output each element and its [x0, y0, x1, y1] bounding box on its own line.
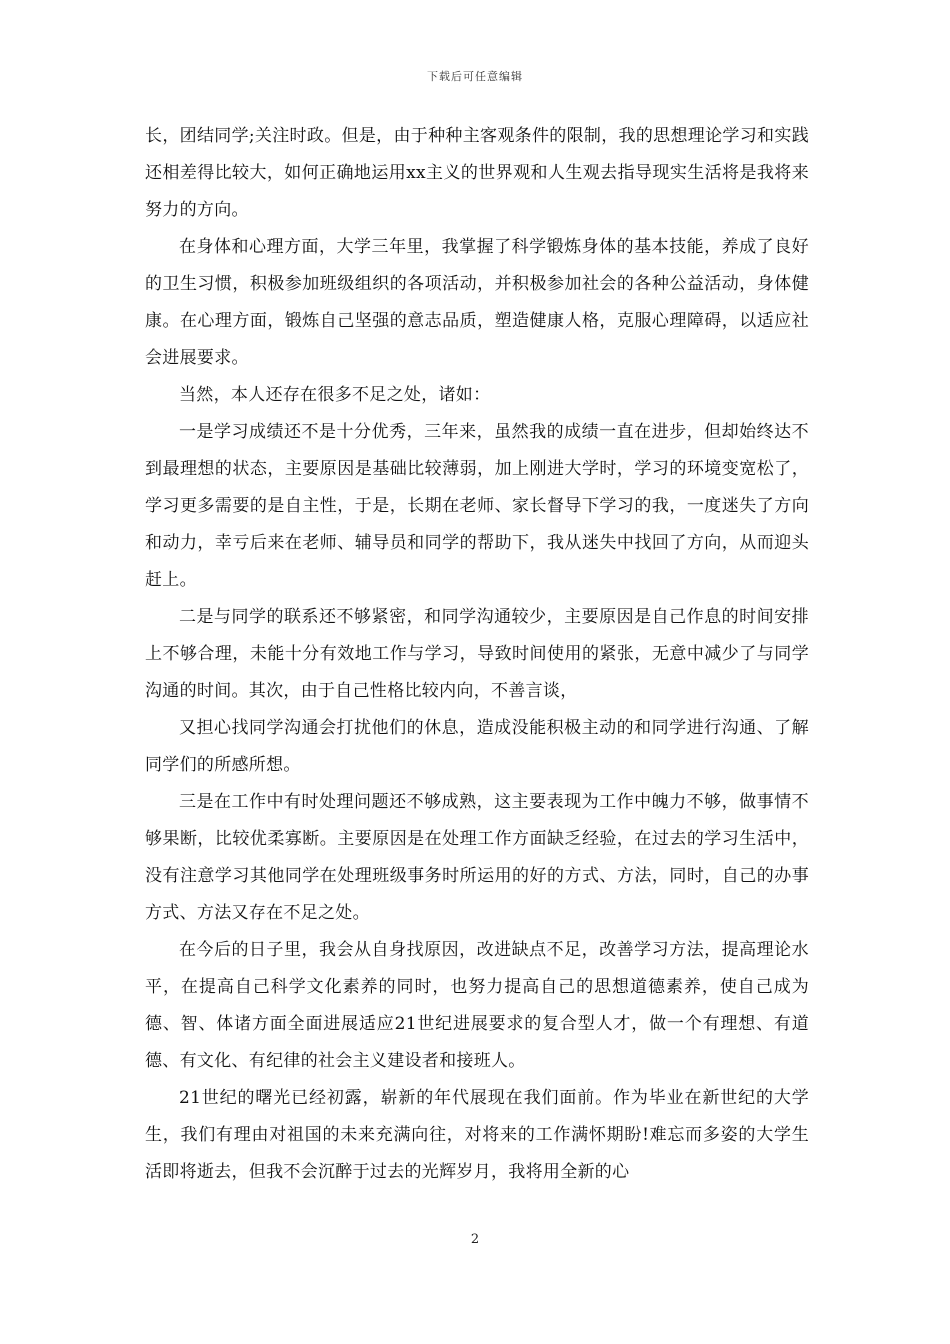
- paragraph-new-century: 21世纪的曙光已经初露，崭新的年代展现在我们面前。作为毕业在新世纪的大学生，我们有理由对祖国的未来充满向往，对将来的工作满怀期盼!难忘而多姿的大学生活即将逝去，但我不会沉醉于过去的光辉岁月，我将用全新的心: [145, 1088, 809, 1182]
- paragraph-shortcoming-work: 三是在工作中有时处理问题还不够成熟，这主要表现为工作中魄力不够，做事情不够果断，比较优柔寡断。主要原因是在处理工作方面缺乏经验，在过去的学习生活中，没有注意学习其他同学在处理班级事务时所运用的好的方式、方法，同时，自己的办事方式、方法又存在不足之处。: [145, 792, 809, 923]
- document-body: [145, 118, 809, 1191]
- paragraph-communication-continued: 又担心找同学沟通会打扰他们的休息，造成没能积极主动的和同学进行沟通、了解同学们的所感所想。: [145, 718, 809, 775]
- paragraph-health: 在身体和心理方面，大学三年里，我掌握了科学锻炼身体的基本技能，养成了良好的卫生习惯，积极参加班级组织的各项活动，并积极参加社会的各种公益活动，身体健康。在心理方面，锻炼自己坚强的意志品质，塑造健康人格，克服心理障碍，以适应社会进展要求。: [145, 237, 809, 368]
- paragraph-shortcoming-communication: 二是与同学的联系还不够紧密，和同学沟通较少，主要原因是自己作息的时间安排上不够合理，未能十分有效地工作与学习，导致时间使用的紧张，无意中减少了与同学沟通的时间。其次，由于自己性格比较内向，不善言谈，: [145, 607, 809, 701]
- paragraph-future-plans: 在今后的日子里，我会从自身找原因，改进缺点不足，改善学习方法，提高理论水平，在提高自己科学文化素养的同时，也努力提高自己的思想道德素养，使自己成为德、智、体诸方面全面进展适应21世纪进展要求的复合型人才，做一个有理想、有道德、有文化、有纪律的社会主义建设者和接班人。: [145, 940, 809, 1071]
- page-number: 2: [470, 1232, 480, 1247]
- page-header: 下载后可任意编辑: [427, 70, 523, 83]
- paragraph-shortcoming-study: 一是学习成绩还不是十分优秀，三年来，虽然我的成绩一直在进步，但却始终达不到最理想的状态，主要原因是基础比较薄弱，加上刚进大学时，学习的环境变宽松了，学习更多需要的是自主性，于是，长期在老师、家长督导下学习的我，一度迷失了方向和动力，幸亏后来在老师、辅导员和同学的帮助下，我从迷失中找回了方向，从而迎头赶上。: [145, 422, 809, 590]
- paragraph-shortcomings-intro: 当然，本人还存在很多不足之处，诸如：: [179, 385, 491, 405]
- paragraph-continuation: 长，团结同学;关注时政。但是，由于种种主客观条件的限制，我的思想理论学习和实践还相差得比较大，如何正确地运用xx主义的世界观和人生观去指导现实生活将是我将来努力的方向。: [145, 126, 809, 220]
